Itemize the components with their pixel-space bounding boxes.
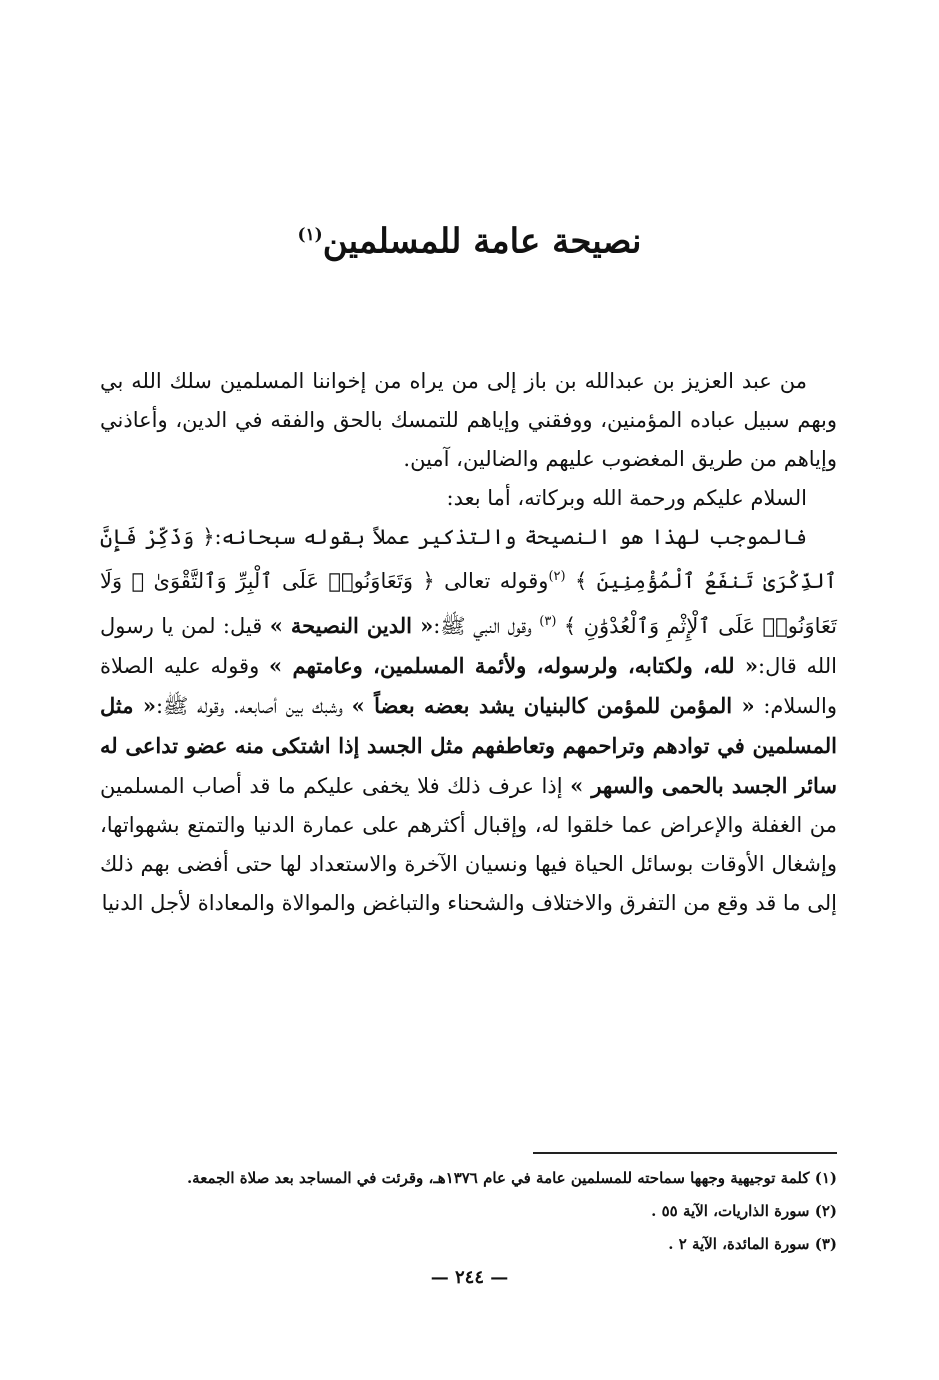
- hadith-4: « مثل المسلمين في توادهم وتراحمهم وتعاطفهم مثل الجسد إذا اشتكى منه عضو تداعى له سائر الجسد بالحمى والسهر »: [100, 692, 837, 798]
- hadith-3: « المؤمن للمؤمن كالبنيان يشد بعضه بعضاً »: [351, 692, 755, 718]
- main-text-a: فالموجب لهذا هو النصيحة والتذكير عملاً بقوله سبحانه:: [214, 525, 807, 550]
- page-title: [0, 205, 939, 271]
- greeting-paragraph: السلام عليكم ورحمة الله وبركاته، أما بعد:: [446, 486, 807, 511]
- margin-mark: [4, 40, 5, 41]
- footnote-1: (١) كلمة توجيهية وجهها سماحته للمسلمين عامة في عام ١٣٧٦هـ، وقرئت في المساجد بعد صلاة الجمعة.: [186, 1169, 837, 1187]
- page-number: — ٢٤٤ —: [430, 1267, 509, 1288]
- main-text-f: وشبك بين أصابعه. وقوله ﷺ:: [155, 693, 343, 718]
- footnote-ref-3: (٣): [539, 613, 557, 629]
- quran-verse-2: ﴿ وَتَعَاوَنُوا۟ عَلَى ٱلْبِرِّ وَٱلتَّقْوَىٰ ۖ وَلَا تَعَاوَنُوا۟ عَلَى ٱلْإِثْمِ وَٱلْعُدْوَٰنِ ﴾: [100, 569, 837, 638]
- quran-verse-1: ﴿ وَذَكِّرْ فَإِنَّ ٱلذِّكْرَىٰ تَنفَعُ ٱلْمُؤْمِنِينَ ﴾: [100, 525, 837, 594]
- footnote-separator: [533, 1152, 837, 1154]
- hadith-1: « الدين النصيحة »: [269, 612, 434, 638]
- main-text-b: وقوله تعالى: [444, 569, 549, 594]
- main-paragraph: [100, 518, 837, 923]
- footnote-2: (٢) سورة الذاريات، الآية ٥٥ .: [651, 1202, 837, 1220]
- footnotes: [100, 1162, 837, 1261]
- main-text-c: وقول النبي ﷺ:: [433, 613, 532, 638]
- hadith-2: « لله، ولكتابه، ولرسوله، ولأئمة المسلمين، وعامتهم »: [268, 652, 759, 678]
- footnote-3: (٣) سورة المائدة، الآية ٢ .: [668, 1235, 837, 1253]
- intro-paragraph: من عبد العزيز بن عبدالله بن باز إلى من يراه من إخواننا المسلمين سلك الله بي وبهم سبيل عباده المؤمنين، ووفقني وإياهم للتمسك بالحق والفقه في الدين، وأعاذني وإياهم من طريق المغضوب عليهم والضالين، آمين.: [100, 369, 837, 472]
- body-text: [100, 362, 837, 923]
- main-text-e: وقوله عليه الصلاة والسلام:: [100, 653, 838, 718]
- footnote-ref-2: (٢): [548, 569, 566, 585]
- title-footnote-ref: (١): [297, 225, 323, 245]
- title-text: نصيحة عامة للمسلمين: [322, 221, 642, 262]
- main-text-g: إذا عرف ذلك فلا يخفى عليكم ما قد أصاب المسلمين من الغفلة والإعراض عما خلقوا له، وإقبال أكثرهم على عمارة الدنيا والتمتع بشهواتها، وإشغال الأوقات بوسائل الحياة فيها ونسيان الآخرة والاستعداد لها حتى أفضى بهم ذلك إلى ما قد وقع من التفرق والاختلاف والشحناء والتباغض والموالاة والمعاداة لأجل الدنيا: [100, 773, 837, 916]
- main-text-d: قيل: لمن يا رسول الله قال:: [100, 613, 837, 678]
